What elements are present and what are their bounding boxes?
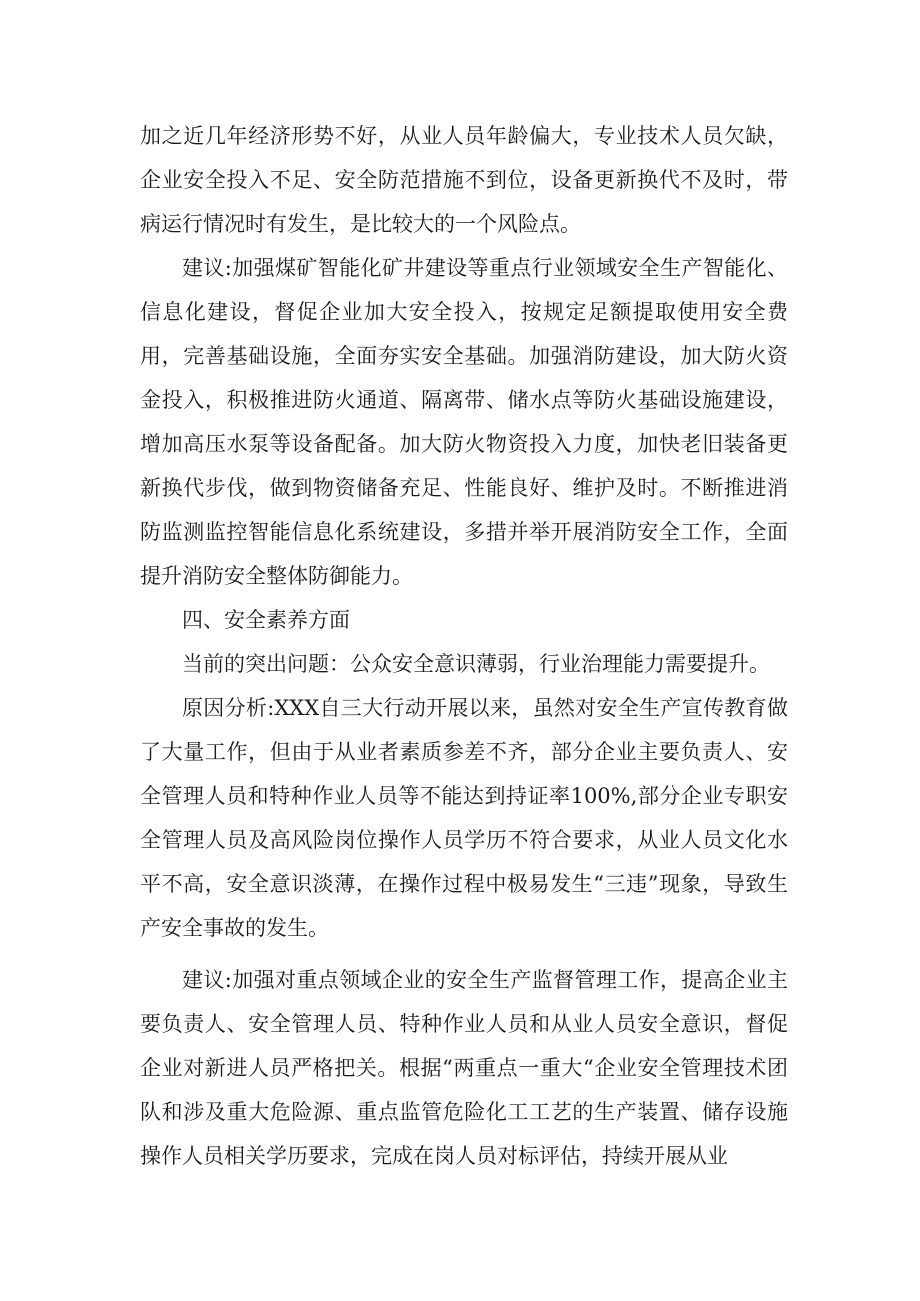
document-body	[140, 114, 788, 1178]
paragraph-continuation: 加之近几年经济形势不好，从业人员年龄偏大，专业技术人员欠缺，企业安全投入不足、安全防范措施不到位，设备更新换代不及时，带病运行情况时有发生，是比较大的一个风险点。	[140, 124, 788, 236]
paragraph-current-issue: 当前的突出问题：公众安全意识薄弱，行业治理能力需要提升。	[182, 652, 770, 676]
section-heading: 四、安全素养方面	[182, 608, 350, 632]
paragraph-suggestion-infrastructure: 建议:加强煤矿智能化矿井建设等重点行业领域安全生产智能化、信息化建设，督促企业加大安全投入，按规定足额提取使用安全费用，完善基础设施，全面夯实安全基础。加强消防建设，加大防火资金投入，积极推进防火通道、隔离带、储水点等防火基础设施建设，增加高压水泵等设备配备。加大防火物资投入力度，加快老旧装备更新换代步伐，做到物资储备充足、性能良好、维护及时。不断推进消防监测监控智能信息化系统建设，多措并举开展消防安全工作，全面提升消防安全整体防御能力。	[140, 256, 788, 588]
paragraph-suggestion-supervision: 建议:加强对重点领域企业的安全生产监督管理工作，提高企业主要负责人、安全管理人员、特种作业人员和从业人员安全意识，督促企业对新进人员严格把关。根据“两重点一重大“企业安全管理技术团队和涉及重大危险源、重点监管危险化工工艺的生产装置、储存设施操作人员相关学历要求，完成在岗人员对标评估，持续开展从业	[140, 968, 788, 1168]
paragraph-cause-analysis: 原因分析:XXX自三大行动开展以来，虽然对安全生产宣传教育做了大量工作，但由于从业者素质参差不齐，部分企业主要负责人、安全管理人员和特种作业人员等不能达到持证率100%,部分企业专职安全管理人员及高风险岗位操作人员学历不符合要求，从业人员文化水平不高，安全意识淡薄，在操作过程中极易发生“三违”现象，导致生产安全事故的发生。	[140, 696, 788, 940]
